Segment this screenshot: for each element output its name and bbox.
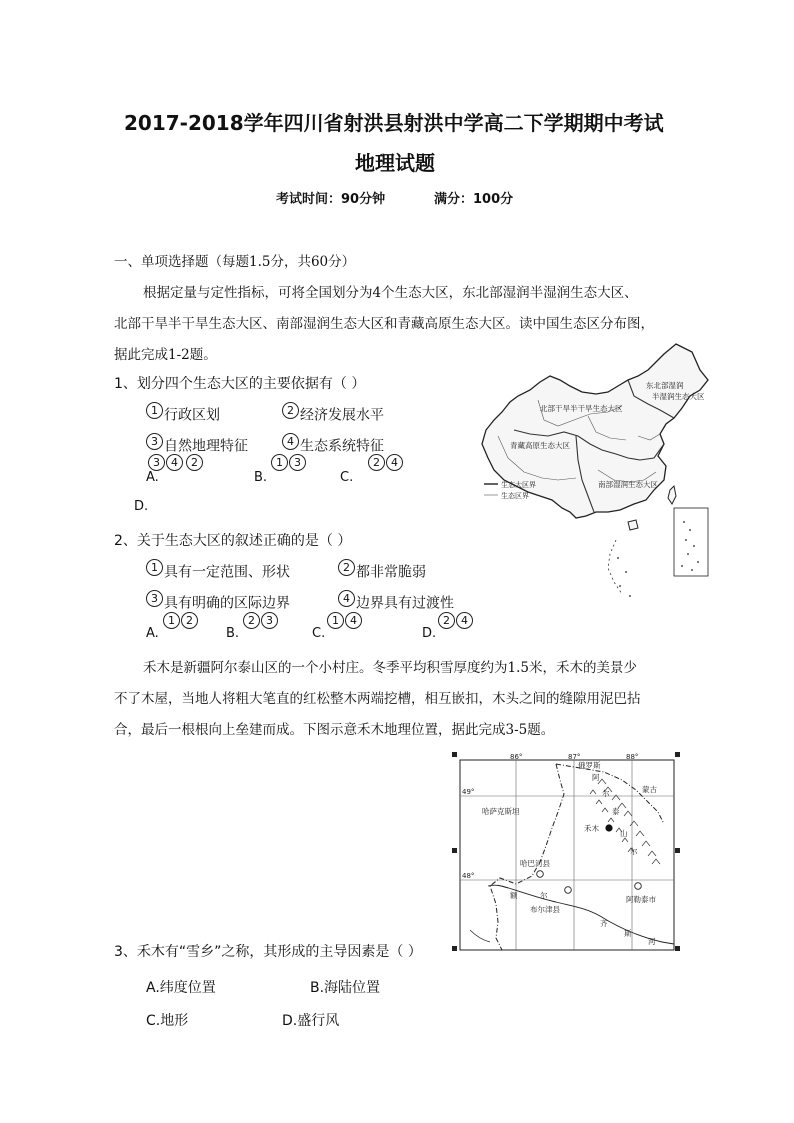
lon-87: 87° (568, 753, 581, 761)
legend-boundary-major: 生态大区界 (501, 481, 536, 489)
q2-item-4: 4 边界具有过渡性 (338, 590, 454, 613)
intro2-line1: 禾木是新疆阿尔泰山区的一个小村庄。冬季平均积雪厚度约为1.5米，禾木的美景少 (143, 660, 637, 676)
label-mountain-2: 尔 (602, 789, 610, 798)
q3-option-d: D.盛行风 (282, 1013, 340, 1029)
full-score: 满分：100分 (434, 192, 514, 207)
label-northeast: 东北部湿润 (646, 381, 684, 390)
intro1-line1: 根据定量与定性指标，可将全国划分为4个生态大区，东北部湿润半湿润生态大区、 (143, 285, 638, 301)
intro2-line2: 不了木屋，当地人将粗大笔直的红松整木两端挖槽，相互嵌扣，木头之间的缝隙用泥巴拈 (114, 691, 641, 707)
label-mongolia: 蒙古 (642, 785, 657, 794)
label-river-1: 额 (510, 891, 518, 900)
q2-stem: 2、关于生态大区的叙述正确的是（ ） (114, 533, 352, 549)
intro1-line2: 北部干旱半干旱生态大区、南部湿润生态大区和青藏高原生态大区。读中国生态区分布图， (114, 316, 654, 332)
label-south: 南部湿润生态大区 (598, 480, 658, 489)
label-river-3: 齐 (600, 919, 608, 928)
china-eco-region-map (478, 340, 710, 610)
label-mountain-5: 尔 (630, 847, 638, 856)
label-habahe: 哈巴河县 (520, 859, 550, 868)
label-hemu: 禾木 (584, 824, 599, 833)
q2-item-3: 3 具有明确的区际边界 (146, 590, 290, 613)
label-mountain-3: 泰 (612, 807, 620, 816)
label-mountain-4: 山 (620, 829, 628, 838)
q1-item-1: 1 行政区划 (146, 402, 220, 425)
hemu-point (605, 824, 612, 831)
intro2-line3: 合，最后一根根向上垒建而成。下图示意禾木地理位置，据此完成3-5题。 (114, 722, 555, 738)
intro1-line3: 据此完成1-2题。 (114, 347, 217, 363)
hemu-location-map (452, 750, 680, 954)
q1-item-3: 3 自然地理特征 (146, 433, 248, 456)
lon-86: 86° (510, 753, 523, 761)
lat-48: 48° (462, 872, 475, 880)
label-river-4: 斯 (624, 929, 632, 938)
lat-49: 49° (462, 788, 475, 796)
q1-item-2: 2 经济发展水平 (282, 402, 384, 425)
label-river-2: 尔 (540, 891, 548, 900)
label-north: 北部干旱半干旱生态大区 (540, 404, 623, 413)
page-title: 2017-2018学年四川省射洪县射洪中学高二下学期期中考试 (124, 111, 664, 135)
label-kazakhstan: 哈萨克斯坦 (482, 807, 520, 816)
section-heading: 一、单项选择题（每题1.5分，共60分） (114, 254, 356, 270)
label-mountain-1: 阿 (592, 773, 600, 782)
label-river-5: 河 (648, 937, 656, 946)
q3-option-a: A.纬度位置 (146, 980, 216, 996)
label-tibet: 青藏高原生态大区 (510, 441, 570, 450)
label-burqin: 布尔津县 (530, 905, 560, 914)
burqin-point (565, 887, 572, 894)
q3-stem: 3、禾木有“雪乡”之称，其形成的主导因素是（ ） (114, 944, 422, 960)
label-russia: 俄罗斯 (578, 761, 601, 770)
lon-88: 88° (626, 753, 639, 761)
q2-item-2: 2 都非常脆弱 (338, 559, 426, 582)
q1-option-d: D. (134, 499, 149, 514)
q2-item-1: 1 具有一定范围、形状 (146, 559, 290, 582)
page-subtitle: 地理试题 (355, 151, 435, 175)
habahe-point (537, 871, 544, 878)
q1-stem: 1、划分四个生态大区的主要依据有（ ） (114, 376, 366, 392)
legend-boundary-minor: 生态区界 (501, 492, 529, 500)
q3-option-b: B.海陆位置 (310, 980, 381, 996)
q3-option-c: C.地形 (146, 1013, 189, 1029)
label-altay: 阿勒泰市 (626, 895, 656, 904)
altay-point (635, 883, 642, 890)
label-northeast-2: 半湿润生态大区 (652, 392, 705, 401)
q1-item-4: 4 生态系统特征 (282, 433, 384, 456)
exam-time: 考试时间：90分钟 (276, 192, 386, 207)
